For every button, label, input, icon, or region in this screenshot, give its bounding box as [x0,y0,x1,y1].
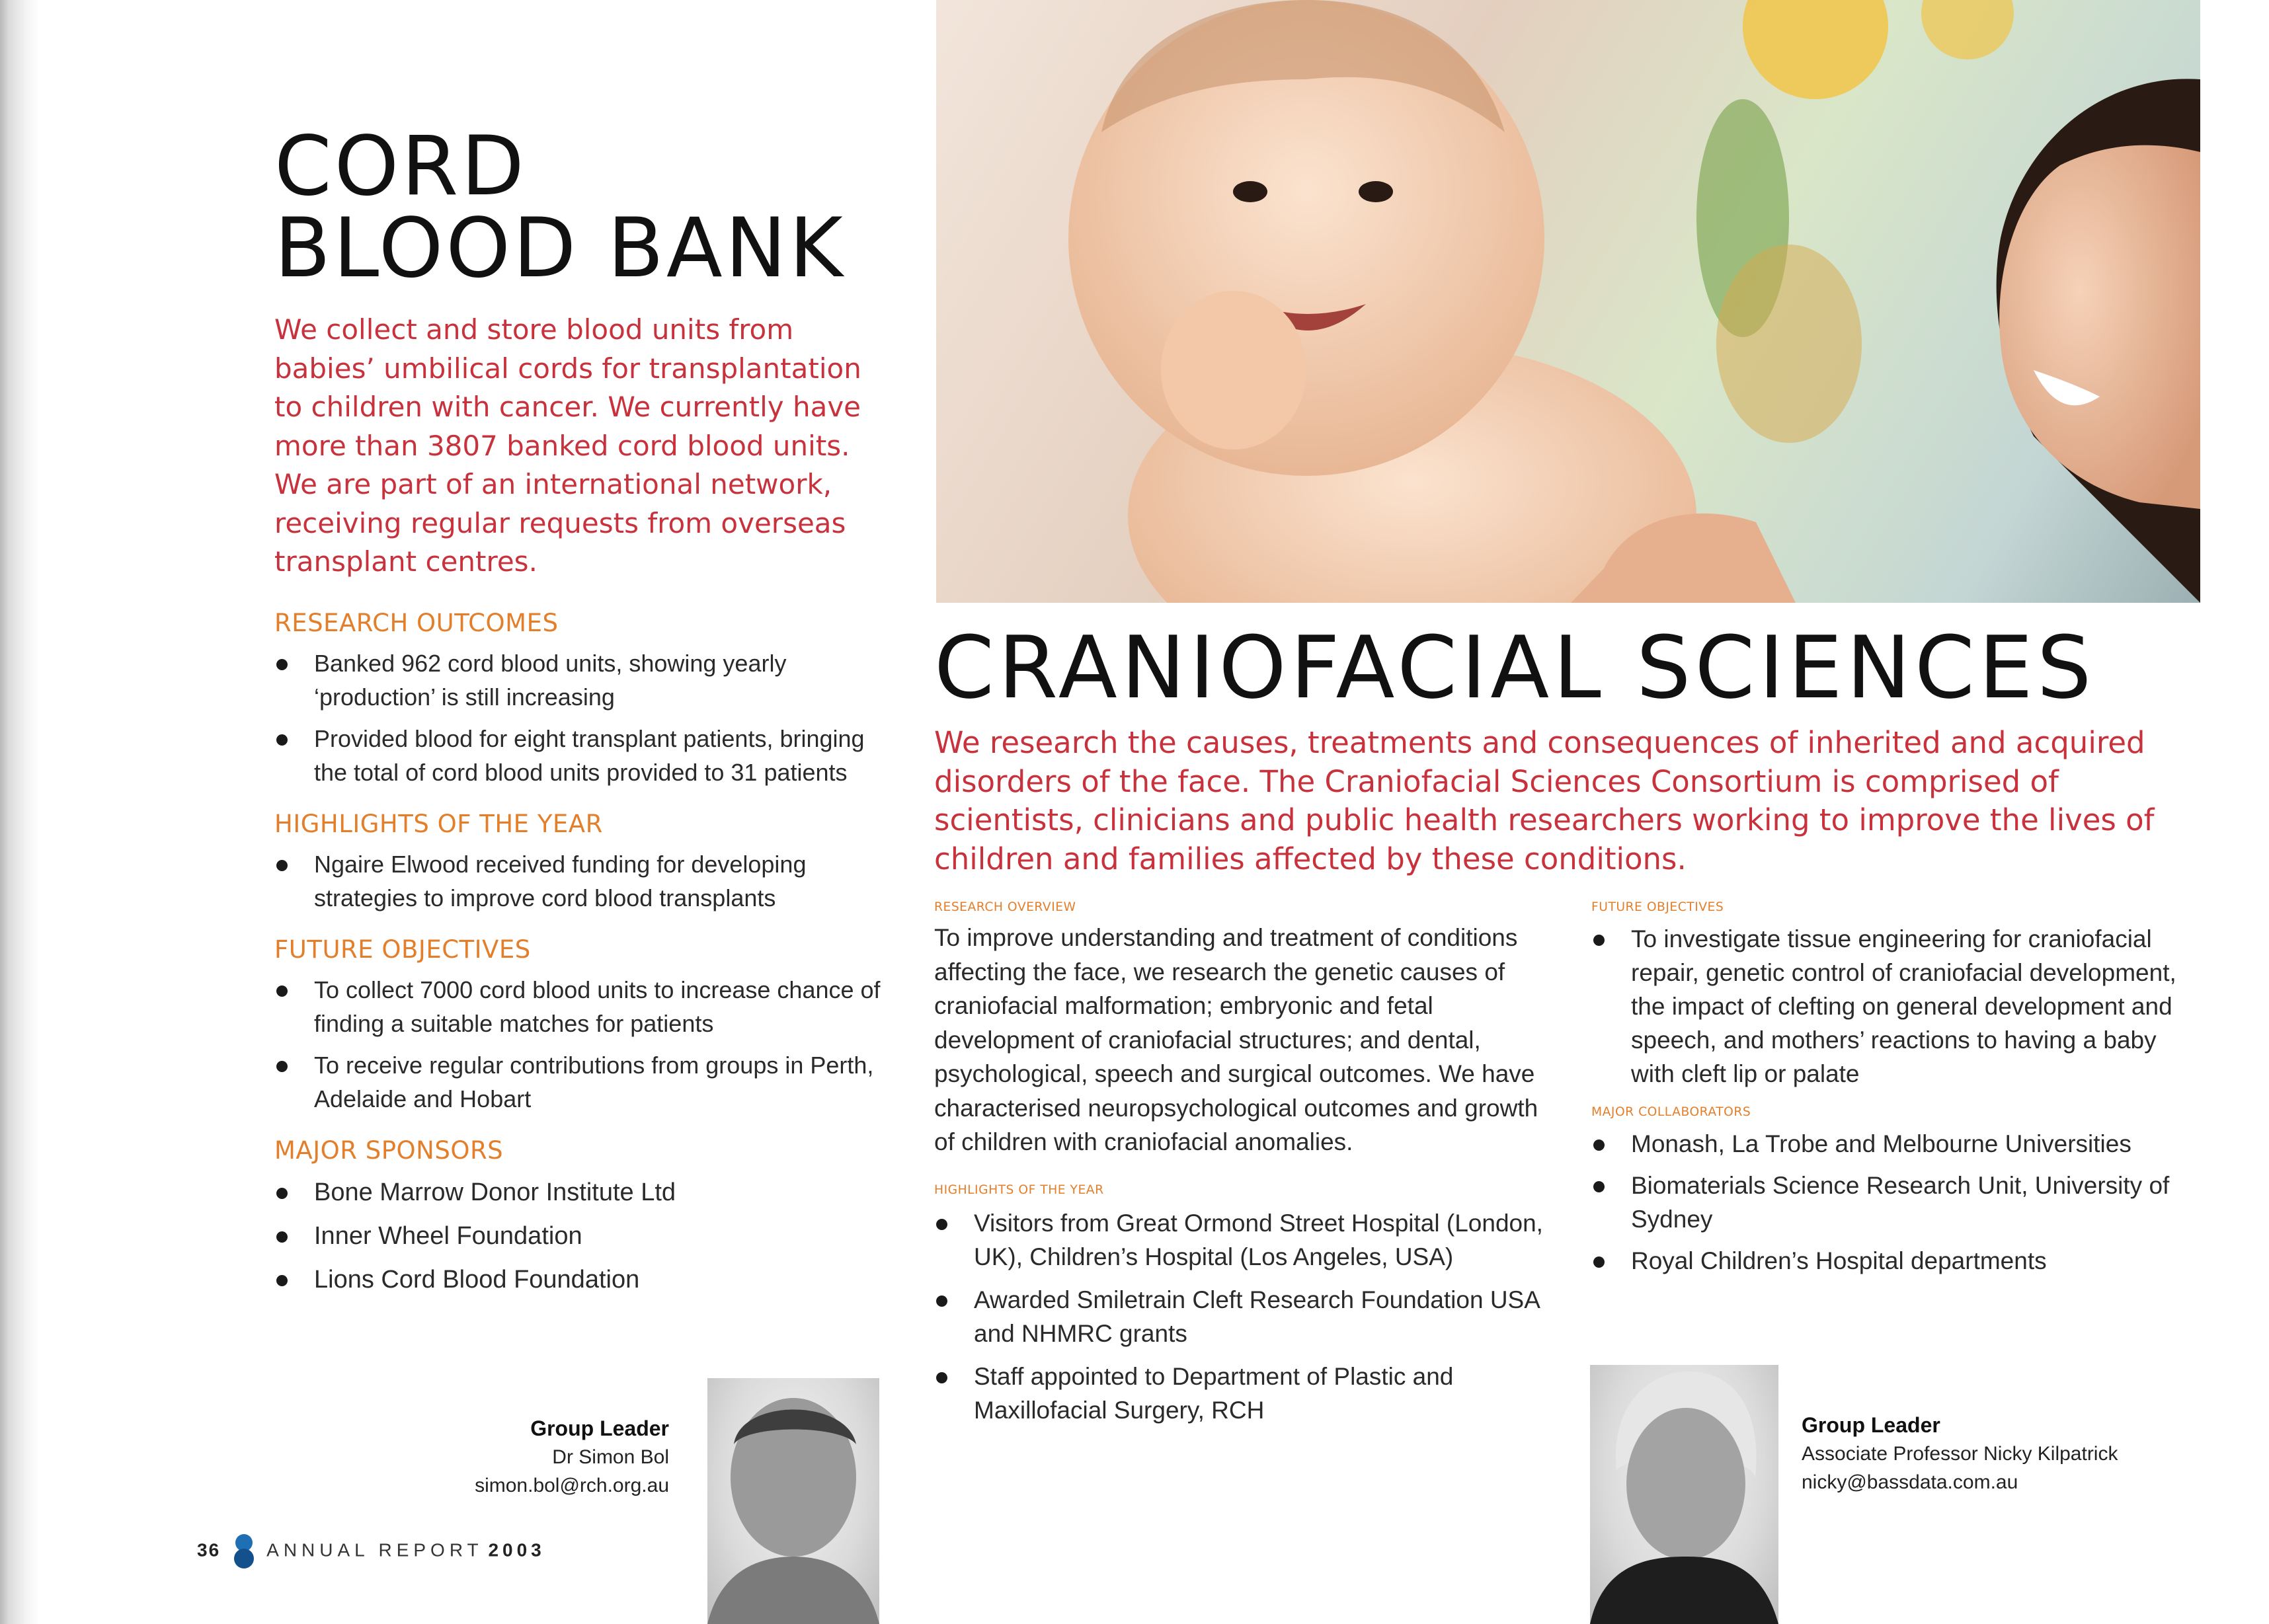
list-item: Biomaterials Science Research Unit, University of Sydney [1591,1169,2206,1236]
list-item: Staff appointed to Department of Plastic and Maxillofacial Surgery, RCH [934,1360,1549,1427]
research-overview-text: To improve understanding and treatment of conditions affecting the face, we research the genetic causes of craniofacial malformation; embryonic and fetal development of craniofacial structures; and dental, psychological, speech and surgical outcomes. We have characterised neuropsychological outcomes and growth of children with craniofacial anomalies. [934,924,1538,1155]
major-sponsors-list [274,1175,889,1297]
page-number: 36 [197,1539,221,1561]
baby-mother-illustration [936,0,2200,603]
craniofacial-objectives-column [1591,900,2206,1278]
cord-blood-section [274,119,889,1297]
group-leader-email[interactable]: nicky@bassdata.com.au [1802,1471,2018,1493]
group-leader-portrait [707,1378,879,1624]
future-objectives-heading: FUTURE OBJECTIVES [1591,900,1724,914]
page-footer [197,1533,545,1569]
list-item: To collect 7000 cord blood units to increase chance of finding a suitable matches for patients [274,973,889,1040]
list-item: Monash, La Trobe and Melbourne Universities [1591,1127,2206,1161]
research-outcomes-heading: RESEARCH OUTCOMES [274,608,559,637]
craniofacial-section [934,618,2223,878]
group-leader-portrait [1590,1365,1778,1624]
footer-label: ANNUAL REPORT [266,1539,483,1561]
footer-year: 2003 [488,1539,545,1561]
cord-blood-title [274,119,889,296]
list-item: Awarded Smiletrain Cleft Research Foundation USA and NHMRC grants [934,1283,1549,1350]
group-leader-name: Dr Simon Bol [552,1446,669,1468]
future-objectives-list [1591,922,2206,1091]
baby-mother-photo [936,0,2200,603]
highlights-heading: HIGHLIGHTS OF THE YEAR [934,1182,1104,1197]
major-collaborators-list [1591,1127,2206,1278]
page-spine-shadow [0,0,40,1624]
major-collaborators-heading: MAJOR COLLABORATORS [1591,1105,1751,1119]
list-item: To investigate tissue engineering for craniofacial repair, genetic control of craniofacial development, the impact of clefting on general development and speech, and mothers’ reactions to having a baby with cleft lip or palate [1591,922,2206,1091]
highlights-heading: HIGHLIGHTS OF THE YEAR [274,809,603,838]
craniofacial-group-leader [1802,1411,2118,1496]
cord-blood-title-line1: CORD [274,119,527,214]
research-outcomes-list [274,646,889,789]
highlights-list [274,847,889,915]
list-item: Lions Cord Blood Foundation [274,1262,889,1297]
list-item: Provided blood for eight transplant patients, bringing the total of cord blood units provided to 31 patients [274,722,889,789]
cord-blood-intro: We collect and store blood units from babies’ umbilical cords for transplantation to children with cancer. We currently have more than 3807 banked cord blood units. We are part of an international network, receiving regular requests from overseas transplant centres. [274,313,861,578]
list-item: Bone Marrow Donor Institute Ltd [274,1175,889,1210]
cord-blood-title-line2: BLOOD BANK [274,201,846,296]
future-objectives-heading: FUTURE OBJECTIVES [274,935,531,964]
highlights-list [934,1206,1549,1427]
craniofacial-title: CRANIOFACIAL SCIENCES [934,617,2096,718]
list-item: Inner Wheel Foundation [274,1219,889,1253]
group-leader-email[interactable]: simon.bol@rch.org.au [475,1475,669,1496]
list-item: Banked 962 cord blood units, showing yearly ‘production’ is still increasing [274,646,889,714]
group-leader-name: Associate Professor Nicky Kilpatrick [1802,1443,2118,1465]
future-objectives-list [274,973,889,1116]
craniofacial-overview-column [934,900,1549,1427]
rch-logo-icon [231,1533,257,1569]
research-overview-heading: RESEARCH OVERVIEW [934,900,1076,914]
cord-blood-group-leader [475,1414,669,1500]
major-sponsors-heading: MAJOR SPONSORS [274,1136,504,1165]
group-leader-role: Group Leader [1802,1413,1940,1437]
group-leader-role: Group Leader [530,1416,669,1440]
craniofacial-intro: We research the causes, treatments and consequences of inherited and acquired disorders of the face. The Craniofacial Sciences Consortium is comprised of scientists, clinicians and public health researchers working to improve the lives of children and families affected by these conditions. [934,725,2155,876]
list-item: Visitors from Great Ormond Street Hospital (London, UK), Children’s Hospital (Los Angeles, USA) [934,1206,1549,1274]
list-item: To receive regular contributions from groups in Perth, Adelaide and Hobart [274,1048,889,1116]
list-item: Ngaire Elwood received funding for developing strategies to improve cord blood transplants [274,847,889,915]
list-item: Royal Children’s Hospital departments [1591,1244,2206,1278]
